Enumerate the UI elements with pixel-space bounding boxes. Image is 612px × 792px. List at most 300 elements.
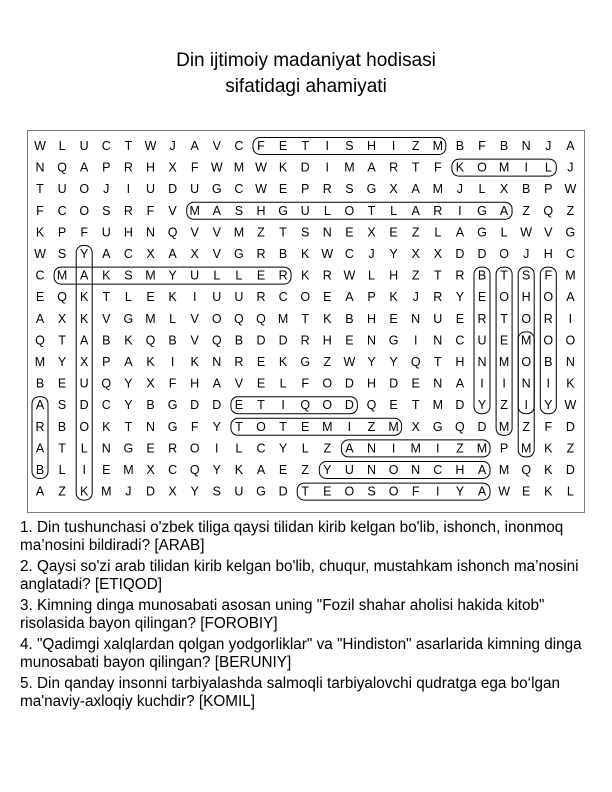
grid-letter[interactable]: E (57, 376, 67, 391)
grid-letter[interactable]: W (343, 268, 356, 283)
grid-letter[interactable]: Q (300, 398, 311, 413)
grid-letter[interactable]: T (433, 268, 442, 283)
grid-letter[interactable]: L (566, 484, 574, 499)
grid-letter[interactable]: V (212, 225, 221, 240)
grid-letter[interactable]: T (500, 311, 508, 326)
grid-letter[interactable]: V (234, 376, 244, 391)
grid-letter[interactable]: M (101, 484, 112, 499)
grid-letter[interactable]: E (323, 290, 332, 305)
grid-letter[interactable]: B (234, 333, 244, 348)
grid-letter[interactable]: O (344, 203, 355, 218)
grid-letter[interactable]: J (125, 484, 132, 499)
grid-letter[interactable]: M (34, 355, 46, 369)
grid-letter[interactable]: Y (124, 376, 133, 391)
grid-letter[interactable]: G (234, 247, 244, 261)
grid-letter[interactable]: C (168, 463, 178, 477)
grid-letter[interactable]: I (281, 398, 285, 413)
grid-letter[interactable]: W (343, 355, 356, 369)
grid-letter[interactable]: W (520, 225, 533, 240)
grid-letter[interactable]: A (168, 247, 177, 261)
grid-letter[interactable]: S (102, 203, 111, 218)
grid-letter[interactable]: G (477, 225, 487, 240)
grid-letter[interactable]: A (102, 247, 111, 261)
grid-letter[interactable]: N (35, 160, 45, 175)
grid-letter[interactable]: K (389, 290, 398, 305)
grid-letter[interactable]: J (368, 247, 375, 261)
grid-letter[interactable]: Y (124, 398, 133, 413)
grid-letter[interactable]: X (190, 247, 199, 261)
grid-letter[interactable]: K (278, 160, 288, 175)
grid-letter[interactable]: K (234, 463, 244, 477)
grid-letter[interactable]: E (522, 484, 531, 499)
grid-letter[interactable]: E (146, 441, 155, 456)
grid-letter[interactable]: A (80, 333, 89, 348)
grid-letter[interactable]: G (477, 203, 487, 218)
grid-letter[interactable]: E (278, 139, 288, 153)
grid-letter[interactable]: Z (411, 139, 420, 153)
grid-letter[interactable]: M (344, 160, 355, 175)
grid-letter[interactable]: G (388, 333, 399, 348)
grid-letter[interactable]: U (433, 311, 443, 326)
grid-letter[interactable]: G (167, 419, 178, 434)
grid-letter[interactable]: X (146, 376, 155, 391)
grid-letter[interactable]: A (345, 290, 354, 305)
grid-letter[interactable]: M (520, 441, 532, 456)
grid-letter[interactable]: Z (522, 203, 531, 218)
grid-letter[interactable]: T (279, 225, 287, 240)
grid-letter[interactable]: H (256, 203, 266, 218)
grid-letter[interactable]: O (499, 247, 509, 261)
grid-letter[interactable]: F (146, 203, 155, 218)
grid-letter[interactable]: M (498, 419, 510, 434)
grid-letter[interactable]: M (432, 139, 444, 153)
grid-letter[interactable]: E (278, 182, 288, 197)
grid-letter[interactable]: K (124, 333, 133, 348)
grid-letter[interactable]: L (58, 463, 66, 477)
grid-letter[interactable]: Q (167, 225, 178, 240)
grid-letter[interactable]: L (323, 203, 331, 218)
grid-letter[interactable]: A (477, 463, 487, 477)
grid-letter[interactable]: L (213, 268, 221, 283)
grid-letter[interactable]: K (80, 311, 89, 326)
grid-letter[interactable]: O (211, 311, 222, 326)
grid-letter[interactable]: I (347, 419, 352, 434)
grid-letter[interactable]: T (36, 182, 44, 197)
grid-letter[interactable]: C (35, 268, 45, 283)
grid-letter[interactable]: Q (145, 333, 156, 348)
grid-letter[interactable]: R (300, 333, 310, 348)
grid-letter[interactable]: B (168, 333, 177, 348)
grid-letter[interactable]: K (80, 484, 89, 499)
grid-letter[interactable]: T (301, 484, 310, 499)
grid-letter[interactable]: F (190, 419, 199, 434)
grid-letter[interactable]: I (524, 398, 528, 413)
grid-letter[interactable]: O (521, 355, 532, 369)
grid-letter[interactable]: Q (455, 419, 465, 434)
grid-letter[interactable]: M (498, 160, 510, 175)
grid-letter[interactable]: E (301, 419, 310, 434)
grid-letter[interactable]: W (34, 247, 46, 261)
grid-letter[interactable]: U (190, 182, 200, 197)
grid-letter[interactable]: Y (212, 463, 221, 477)
grid-letter[interactable]: A (80, 268, 89, 283)
grid-letter[interactable]: K (80, 290, 89, 305)
grid-letter[interactable]: O (256, 419, 266, 434)
grid-letter[interactable]: X (367, 225, 376, 240)
grid-letter[interactable]: A (35, 441, 45, 456)
grid-letter[interactable]: I (82, 463, 86, 477)
grid-letter[interactable]: O (79, 203, 90, 218)
grid-letter[interactable]: K (544, 441, 553, 456)
grid-letter[interactable]: K (190, 355, 199, 369)
grid-letter[interactable]: Q (234, 311, 244, 326)
grid-letter[interactable]: B (102, 333, 111, 348)
grid-letter[interactable]: Q (57, 160, 67, 175)
grid-letter[interactable]: F (80, 225, 89, 240)
grid-letter[interactable]: I (568, 311, 573, 326)
grid-letter[interactable]: O (477, 160, 487, 175)
grid-letter[interactable]: T (257, 398, 265, 413)
grid-letter[interactable]: Z (522, 419, 531, 434)
grid-letter[interactable]: O (388, 484, 399, 499)
grid-letter[interactable]: C (344, 247, 354, 261)
grid-letter[interactable]: D (455, 398, 465, 413)
grid-letter[interactable]: L (368, 268, 375, 283)
grid-letter[interactable]: G (167, 398, 178, 413)
grid-letter[interactable]: W (255, 182, 267, 197)
grid-letter[interactable]: M (565, 268, 576, 283)
grid-letter[interactable]: W (321, 247, 334, 261)
grid-letter[interactable]: C (123, 247, 133, 261)
grid-letter[interactable]: E (389, 398, 398, 413)
grid-letter[interactable]: A (35, 484, 45, 499)
grid-letter[interactable]: E (389, 225, 398, 240)
grid-letter[interactable]: L (124, 290, 132, 305)
grid-letter[interactable]: C (101, 139, 111, 153)
grid-letter[interactable]: Q (521, 463, 532, 477)
grid-letter[interactable]: X (57, 311, 67, 326)
grid-letter[interactable]: Z (500, 398, 508, 413)
grid-letter[interactable]: T (124, 139, 133, 153)
grid-letter[interactable]: K (323, 311, 332, 326)
grid-letter[interactable]: I (215, 441, 219, 456)
grid-letter[interactable]: C (278, 290, 288, 305)
grid-letter[interactable]: M (233, 160, 245, 175)
grid-letter[interactable]: A (566, 290, 575, 305)
grid-letter[interactable]: M (322, 419, 333, 434)
grid-letter[interactable]: R (168, 441, 178, 456)
grid-letter[interactable]: V (544, 225, 553, 240)
grid-letter[interactable]: E (345, 225, 354, 240)
grid-letter[interactable]: L (235, 441, 243, 456)
grid-letter[interactable]: Q (256, 311, 266, 326)
grid-letter[interactable]: X (411, 247, 420, 261)
grid-letter[interactable]: U (234, 290, 244, 305)
grid-letter[interactable]: S (212, 484, 221, 499)
grid-letter[interactable]: R (433, 290, 443, 305)
grid-letter[interactable]: O (344, 484, 355, 499)
grid-letter[interactable]: B (146, 398, 155, 413)
grid-letter[interactable]: M (123, 463, 134, 477)
grid-letter[interactable]: T (433, 355, 442, 369)
grid-letter[interactable]: J (412, 290, 419, 305)
grid-letter[interactable]: J (103, 182, 110, 197)
grid-letter[interactable]: U (79, 139, 89, 153)
grid-letter[interactable]: X (146, 463, 155, 477)
grid-letter[interactable]: M (145, 268, 156, 283)
grid-letter[interactable]: D (477, 419, 487, 434)
grid-letter[interactable]: R (256, 290, 266, 305)
grid-letter[interactable]: Y (367, 355, 376, 369)
grid-letter[interactable]: A (455, 225, 465, 240)
grid-letter[interactable]: M (56, 268, 68, 283)
grid-letter[interactable]: N (366, 441, 377, 456)
grid-letter[interactable]: U (212, 290, 222, 305)
grid-letter[interactable]: D (168, 182, 178, 197)
grid-letter[interactable]: G (432, 419, 443, 434)
grid-letter[interactable]: R (278, 268, 288, 283)
grid-letter[interactable]: P (544, 182, 553, 197)
grid-letter[interactable]: B (345, 311, 354, 326)
grid-letter[interactable]: T (411, 160, 420, 175)
grid-letter[interactable]: I (413, 333, 418, 348)
grid-letter[interactable]: B (35, 463, 45, 477)
grid-letter[interactable]: D (190, 398, 200, 413)
grid-letter[interactable]: X (389, 182, 398, 197)
grid-letter[interactable]: K (168, 290, 177, 305)
grid-letter[interactable]: C (57, 203, 67, 218)
grid-letter[interactable]: N (521, 376, 531, 391)
grid-letter[interactable]: P (301, 182, 310, 197)
grid-letter[interactable]: O (565, 333, 576, 348)
grid-letter[interactable]: D (565, 463, 575, 477)
grid-letter[interactable]: L (301, 441, 309, 456)
grid-letter[interactable]: Z (566, 203, 575, 218)
grid-letter[interactable]: Q (366, 398, 377, 413)
grid-letter[interactable]: M (145, 311, 156, 326)
grid-letter[interactable]: Y (168, 268, 177, 283)
grid-letter[interactable]: E (146, 290, 155, 305)
grid-letter[interactable]: U (344, 463, 354, 477)
grid-letter[interactable]: Z (301, 463, 310, 477)
grid-letter[interactable]: E (256, 376, 266, 391)
grid-letter[interactable]: E (102, 463, 111, 477)
grid-letter[interactable]: O (300, 290, 311, 305)
grid-letter[interactable]: P (102, 355, 111, 369)
grid-letter[interactable]: I (170, 355, 175, 369)
grid-letter[interactable]: E (389, 311, 398, 326)
grid-letter[interactable]: L (80, 441, 88, 456)
grid-letter[interactable]: L (58, 139, 66, 153)
grid-letter[interactable]: M (388, 419, 399, 434)
grid-letter[interactable]: P (499, 441, 509, 456)
grid-letter[interactable]: E (323, 484, 332, 499)
grid-letter[interactable]: E (234, 398, 244, 413)
grid-letter[interactable]: T (411, 398, 420, 413)
grid-letter[interactable]: A (566, 139, 575, 153)
grid-letter[interactable]: J (545, 139, 552, 153)
grid-letter[interactable]: C (455, 333, 465, 348)
grid-letter[interactable]: X (411, 419, 420, 434)
grid-letter[interactable]: X (146, 247, 155, 261)
grid-letter[interactable]: L (235, 268, 243, 283)
grid-letter[interactable]: F (411, 484, 420, 499)
grid-letter[interactable]: T (301, 139, 310, 153)
grid-letter[interactable]: T (124, 419, 133, 434)
grid-letter[interactable]: K (278, 355, 288, 369)
grid-letter[interactable]: R (234, 355, 244, 369)
grid-letter[interactable]: U (190, 268, 200, 283)
grid-letter[interactable]: O (499, 290, 509, 305)
grid-letter[interactable]: D (256, 333, 266, 348)
grid-letter[interactable]: P (367, 290, 376, 305)
grid-letter[interactable]: A (455, 376, 465, 391)
grid-letter[interactable]: K (455, 160, 465, 175)
grid-letter[interactable]: B (499, 139, 509, 153)
grid-letter[interactable]: R (35, 419, 45, 434)
grid-letter[interactable]: O (189, 441, 200, 456)
grid-letter[interactable]: U (101, 225, 111, 240)
grid-letter[interactable]: U (79, 376, 89, 391)
grid-letter[interactable]: Q (35, 333, 45, 348)
grid-letter[interactable]: G (366, 182, 377, 197)
grid-letter[interactable]: Q (101, 376, 112, 391)
grid-letter[interactable]: E (256, 268, 266, 283)
grid-letter[interactable]: F (544, 268, 553, 283)
grid-letter[interactable]: A (190, 139, 199, 153)
grid-letter[interactable]: U (234, 484, 244, 499)
grid-letter[interactable]: Y (212, 419, 221, 434)
word-search-grid[interactable] (27, 130, 585, 513)
grid-letter[interactable]: M (520, 333, 532, 348)
grid-letter[interactable]: Q (543, 203, 554, 218)
grid-letter[interactable]: B (278, 247, 288, 261)
grid-letter[interactable]: Q (189, 463, 200, 477)
grid-letter[interactable]: C (234, 182, 244, 197)
grid-letter[interactable]: L (390, 203, 398, 218)
grid-letter[interactable]: X (168, 160, 177, 175)
grid-letter[interactable]: K (146, 355, 155, 369)
grid-letter[interactable]: I (126, 182, 131, 197)
grid-letter[interactable]: O (79, 419, 90, 434)
grid-letter[interactable]: Y (477, 398, 487, 413)
grid-letter[interactable]: Y (455, 484, 465, 499)
grid-letter[interactable]: S (234, 203, 244, 218)
grid-letter[interactable]: U (145, 182, 156, 197)
grid-letter[interactable]: L (500, 225, 508, 240)
grid-letter[interactable]: D (389, 376, 399, 391)
grid-letter[interactable]: O (79, 182, 90, 197)
grid-letter[interactable]: R (123, 160, 133, 175)
grid-letter[interactable]: L (544, 160, 552, 175)
grid-letter[interactable]: B (455, 139, 465, 153)
grid-letter[interactable]: C (234, 139, 244, 153)
grid-letter[interactable]: N (101, 441, 111, 456)
grid-letter[interactable]: Z (323, 355, 332, 369)
grid-letter[interactable]: F (478, 139, 486, 153)
grid-letter[interactable]: F (433, 160, 442, 175)
grid-letter[interactable]: A (411, 203, 420, 218)
grid-letter[interactable]: X (80, 355, 89, 369)
grid-letter[interactable]: J (523, 247, 530, 261)
grid-letter[interactable]: Z (411, 268, 420, 283)
grid-letter[interactable]: H (145, 160, 156, 175)
grid-letter[interactable]: T (235, 419, 243, 434)
grid-letter[interactable]: H (123, 225, 133, 240)
grid-letter[interactable]: W (210, 160, 223, 175)
grid-letter[interactable]: E (256, 355, 266, 369)
grid-letter[interactable]: A (124, 355, 133, 369)
grid-letter[interactable]: K (301, 247, 310, 261)
grid-letter[interactable]: P (57, 225, 67, 240)
grid-letter[interactable]: Z (58, 484, 66, 499)
grid-letter[interactable]: C (101, 398, 111, 413)
grid-letter[interactable]: K (35, 225, 45, 240)
grid-letter[interactable]: E (499, 333, 509, 348)
grid-letter[interactable]: D (455, 247, 465, 261)
grid-letter[interactable]: H (190, 376, 200, 391)
grid-letter[interactable]: I (524, 160, 528, 175)
grid-letter[interactable]: G (300, 355, 311, 369)
grid-letter[interactable]: T (500, 268, 508, 283)
grid-letter[interactable]: Y (278, 441, 288, 456)
grid-letter[interactable]: Q (57, 290, 67, 305)
grid-letter[interactable]: G (123, 441, 134, 456)
grid-letter[interactable]: I (391, 139, 396, 153)
grid-letter[interactable]: L (279, 376, 287, 391)
grid-letter[interactable]: A (80, 160, 89, 175)
grid-letter[interactable]: V (190, 311, 199, 326)
grid-letter[interactable]: W (144, 139, 157, 153)
grid-letter[interactable]: A (212, 203, 221, 218)
grid-letter[interactable]: R (322, 182, 332, 197)
grid-letter[interactable]: T (58, 441, 66, 456)
grid-letter[interactable]: X (433, 247, 442, 261)
grid-letter[interactable]: N (521, 139, 531, 153)
grid-letter[interactable]: G (256, 484, 266, 499)
grid-letter[interactable]: E (345, 333, 354, 348)
grid-letter[interactable]: G (123, 311, 134, 326)
grid-letter[interactable]: N (411, 311, 421, 326)
grid-letter[interactable]: N (145, 225, 156, 240)
grid-letter[interactable]: U (57, 182, 67, 197)
grid-letter[interactable]: J (456, 182, 464, 197)
grid-letter[interactable]: D (565, 419, 575, 434)
grid-letter[interactable]: B (35, 376, 45, 391)
grid-letter[interactable]: M (189, 203, 200, 218)
grid-letter[interactable]: A (411, 182, 420, 197)
grid-letter[interactable]: I (192, 290, 197, 305)
grid-letter[interactable]: I (325, 160, 330, 175)
grid-letter[interactable]: M (498, 463, 510, 477)
grid-letter[interactable]: F (190, 160, 199, 175)
grid-letter[interactable]: D (300, 160, 310, 175)
grid-letter[interactable]: B (544, 355, 553, 369)
grid-letter[interactable]: E (278, 463, 288, 477)
grid-letter[interactable]: T (301, 311, 310, 326)
grid-letter[interactable]: I (436, 441, 440, 456)
grid-letter[interactable]: N (145, 419, 156, 434)
grid-letter[interactable]: N (366, 333, 377, 348)
grid-letter[interactable]: R (455, 268, 465, 283)
grid-letter[interactable]: Z (411, 225, 420, 240)
grid-letter[interactable]: O (543, 290, 554, 305)
grid-letter[interactable]: A (256, 463, 266, 477)
grid-letter[interactable]: A (477, 484, 487, 499)
grid-letter[interactable]: R (123, 203, 133, 218)
grid-letter[interactable]: S (367, 484, 376, 499)
grid-letter[interactable]: V (190, 225, 199, 240)
